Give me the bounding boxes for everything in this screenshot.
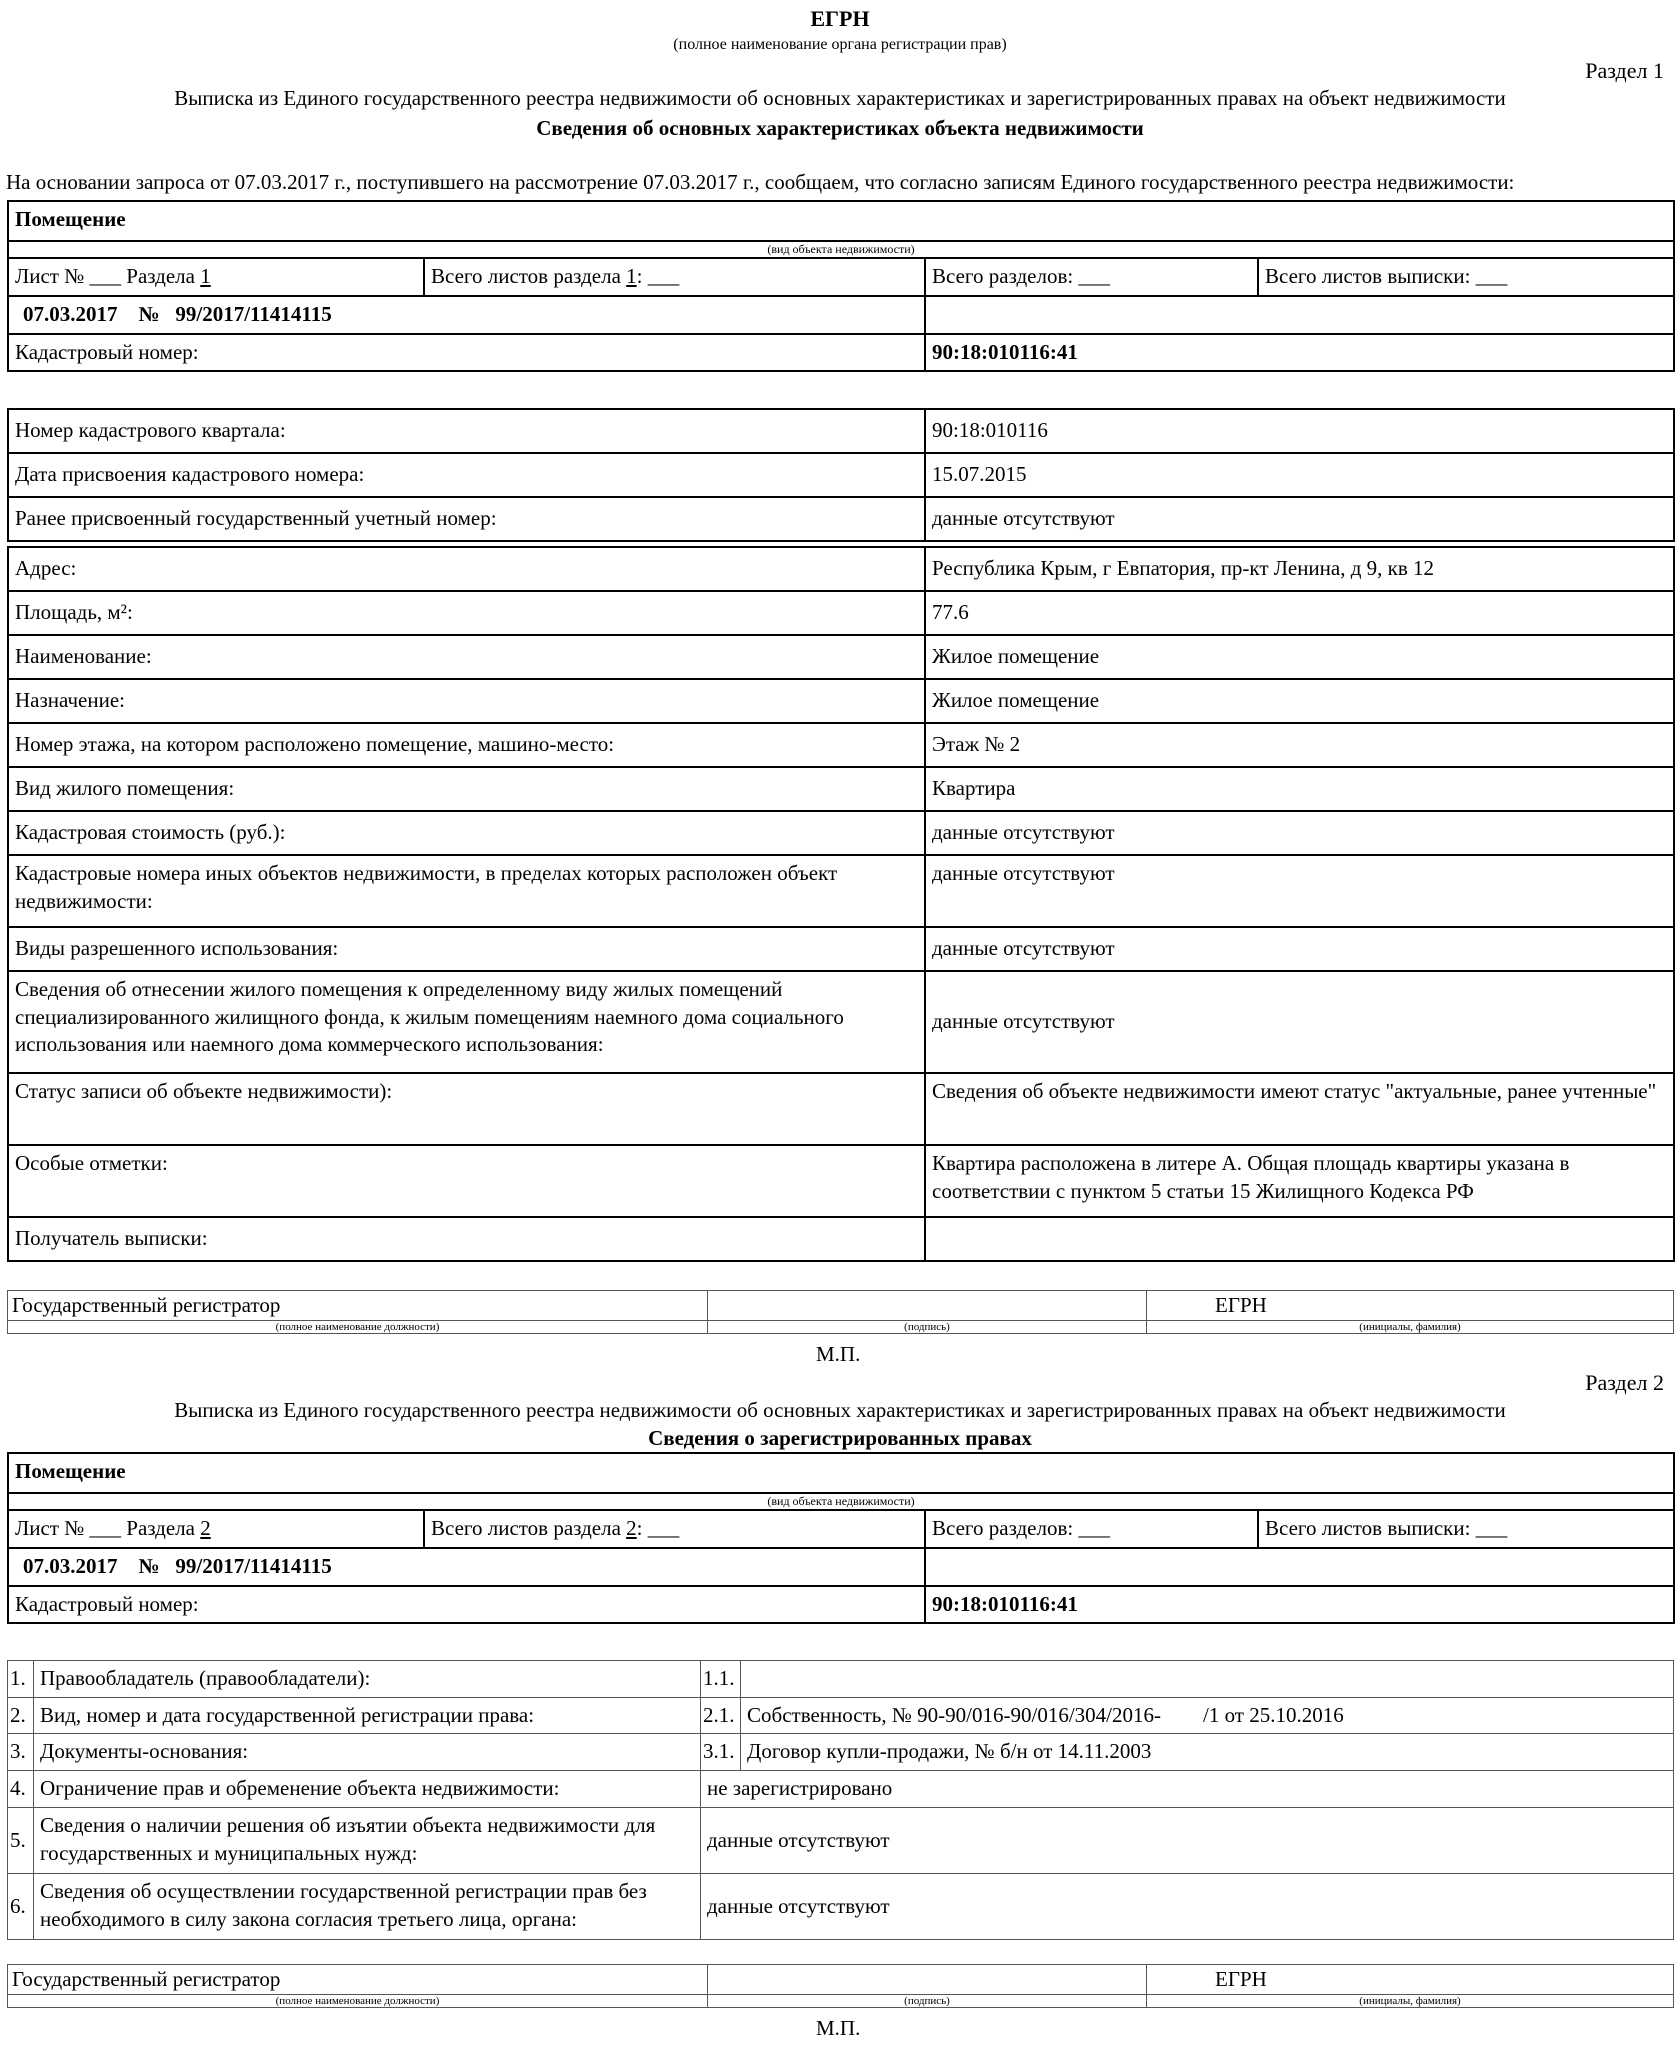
right-label: Вид, номер и дата государственной регистрации права: bbox=[34, 1697, 701, 1734]
total-section-sheets: Всего листов раздела 2: ___ bbox=[424, 1510, 925, 1548]
field-label: Номер кадастрового квартала: bbox=[8, 409, 925, 453]
row-number: 2. bbox=[8, 1697, 34, 1734]
field-label: Кадастровая стоимость (руб.): bbox=[8, 811, 925, 855]
total-extract-sheets: Всего листов выписки: ___ bbox=[1258, 1510, 1674, 1548]
field-value: Квартира расположена в литере А. Общая площадь квартиры указана в соответствии с пунктом 5 статьи 15 Жилищного Кодекса РФ bbox=[925, 1145, 1674, 1217]
right-value: Договор купли-продажи, № б/н от 14.11.2003 bbox=[741, 1734, 1674, 1771]
field-label: Ранее присвоенный государственный учетный номер: bbox=[8, 497, 925, 541]
section2-subtitle: Сведения о зарегистрированных правах bbox=[648, 1426, 1032, 1450]
field-value: данные отсутствуют bbox=[925, 855, 1674, 927]
right-label: Документы-основания: bbox=[34, 1734, 701, 1771]
right-label: Сведения о наличии решения об изъятии объекта недвижимости для государственных и муниципальных нужд: bbox=[34, 1807, 701, 1873]
caption-name: (инициалы, фамилия) bbox=[1147, 1321, 1674, 1334]
cadastral-block bbox=[7, 408, 1675, 542]
registrar-position: Государственный регистратор bbox=[8, 1291, 708, 1321]
cadastral-number-value: 90:18:010116:41 bbox=[925, 334, 1674, 372]
row-number: 6. bbox=[8, 1873, 34, 1939]
field-label: Виды разрешенного использования: bbox=[8, 927, 925, 971]
caption-position: (полное наименование должности) bbox=[8, 1321, 708, 1334]
field-value: 90:18:010116 bbox=[925, 409, 1674, 453]
intro-text: На основании запроса от 07.03.2017 г., поступившего на рассмотрение 07.03.2017 г., сообщаем, что согласно записям Единого государственного реестра недвижимости: bbox=[6, 170, 1515, 194]
field-label: Сведения об отнесении жилого помещения к определенному виду жилых помещений специализированного жилищного фонда, к жилым помещениям наемного дома социального использования или наемного дома коммерческого использования: bbox=[8, 971, 925, 1073]
signature-block-1 bbox=[7, 1290, 1674, 1334]
characteristics-block bbox=[7, 546, 1675, 1262]
registrar-position: Государственный регистратор bbox=[8, 1965, 708, 1995]
caption-name: (инициалы, фамилия) bbox=[1147, 1995, 1674, 2008]
signature-block-2 bbox=[7, 1964, 1674, 2008]
field-label: Вид жилого помещения: bbox=[8, 767, 925, 811]
section2-label: Раздел 2 bbox=[1585, 1370, 1664, 1395]
registrar-name: ЕГРН bbox=[1147, 1291, 1674, 1321]
field-label: Площадь, м²: bbox=[8, 591, 925, 635]
registrar-name: ЕГРН bbox=[1147, 1965, 1674, 1995]
field-value: 15.07.2015 bbox=[925, 453, 1674, 497]
section1-title: Выписка из Единого государственного реестра недвижимости об основных характеристиках и зарегистрированных правах на объект недвижимости bbox=[174, 86, 1506, 110]
caption-position: (полное наименование должности) bbox=[8, 1995, 708, 2008]
object-type: Помещение bbox=[8, 1453, 1674, 1493]
section2-header-table bbox=[7, 1452, 1675, 1624]
row-number: 3. bbox=[8, 1734, 34, 1771]
rights-table bbox=[7, 1660, 1674, 1940]
field-value: Сведения об объекте недвижимости имеют статус "актуальные, ранее учтенные" bbox=[925, 1073, 1674, 1145]
right-label: Ограничение прав и обременение объекта недвижимости: bbox=[34, 1771, 701, 1808]
row-number: 5. bbox=[8, 1807, 34, 1873]
right-value: данные отсутствуют bbox=[701, 1873, 1674, 1939]
field-label: Особые отметки: bbox=[8, 1145, 925, 1217]
field-label: Номер этажа, на котором расположено помещение, машино-место: bbox=[8, 723, 925, 767]
right-value bbox=[741, 1661, 1674, 1698]
field-label: Статус записи об объекте недвижимости): bbox=[8, 1073, 925, 1145]
sub-number: 2.1. bbox=[701, 1697, 741, 1734]
field-label: Дата присвоения кадастрового номера: bbox=[8, 453, 925, 497]
stamp-mark-1: М.П. bbox=[816, 1342, 861, 1366]
field-value: данные отсутствуют bbox=[925, 927, 1674, 971]
section2-title: Выписка из Единого государственного реестра недвижимости об основных характеристиках и зарегистрированных правах на объект недвижимости bbox=[174, 1398, 1506, 1422]
field-value: Этаж № 2 bbox=[925, 723, 1674, 767]
right-value: данные отсутствуют bbox=[701, 1807, 1674, 1873]
cadastral-number-label: Кадастровый номер: bbox=[8, 334, 925, 372]
stamp-mark-2: М.П. bbox=[816, 2016, 861, 2040]
field-value: 77.6 bbox=[925, 591, 1674, 635]
field-value: Жилое помещение bbox=[925, 635, 1674, 679]
field-value: Жилое помещение bbox=[925, 679, 1674, 723]
caption-signature: (подпись) bbox=[708, 1995, 1147, 2008]
total-section-sheets: Всего листов раздела 1: ___ bbox=[424, 258, 925, 296]
right-label: Правообладатель (правообладатели): bbox=[34, 1661, 701, 1698]
field-label: Адрес: bbox=[8, 547, 925, 591]
field-value: данные отсутствуют bbox=[925, 811, 1674, 855]
section1-header-table bbox=[7, 200, 1675, 372]
field-label: Кадастровые номера иных объектов недвижимости, в пределах которых расположен объект недвижимости: bbox=[8, 855, 925, 927]
section1-label: Раздел 1 bbox=[1585, 58, 1664, 83]
cadastral-number-label: Кадастровый номер: bbox=[8, 1586, 925, 1624]
field-value bbox=[925, 1217, 1674, 1261]
field-value: Квартира bbox=[925, 767, 1674, 811]
row-number: 1. bbox=[8, 1661, 34, 1698]
right-label: Сведения об осуществлении государственной регистрации прав без необходимого в силу закона согласия третьего лица, органа: bbox=[34, 1873, 701, 1939]
section1-subtitle: Сведения об основных характеристиках объекта недвижимости bbox=[536, 116, 1144, 140]
right-value: не зарегистрировано bbox=[701, 1771, 1674, 1808]
field-value: Республика Крым, г Евпатория, пр-кт Ленина, д 9, кв 12 bbox=[925, 547, 1674, 591]
total-extract-sheets: Всего листов выписки: ___ bbox=[1258, 258, 1674, 296]
signature-field bbox=[708, 1965, 1147, 1995]
cadastral-number-value: 90:18:010116:41 bbox=[925, 1586, 1674, 1624]
row-number: 4. bbox=[8, 1771, 34, 1808]
sheet-number: Лист № ___ Раздела 2 bbox=[8, 1510, 424, 1548]
sub-number: 3.1. bbox=[701, 1734, 741, 1771]
extract-date-number: 07.03.2017 № 99/2017/11414115 bbox=[8, 1548, 925, 1586]
caption-signature: (подпись) bbox=[708, 1321, 1147, 1334]
extract-date-number: 07.03.2017 № 99/2017/11414115 bbox=[8, 296, 925, 334]
object-type-caption: (вид объекта недвижимости) bbox=[8, 1493, 1674, 1510]
org-caption: (полное наименование органа регистрации прав) bbox=[673, 36, 1007, 53]
field-value: данные отсутствуют bbox=[925, 497, 1674, 541]
total-sections: Всего разделов: ___ bbox=[925, 1510, 1258, 1548]
sheet-number: Лист № ___ Раздела 1 bbox=[8, 258, 424, 296]
sub-number: 1.1. bbox=[701, 1661, 741, 1698]
field-label: Наименование: bbox=[8, 635, 925, 679]
field-label: Назначение: bbox=[8, 679, 925, 723]
field-value: данные отсутствуют bbox=[925, 971, 1674, 1073]
object-type-caption: (вид объекта недвижимости) bbox=[8, 241, 1674, 258]
signature-field bbox=[708, 1291, 1147, 1321]
right-value: Собственность, № 90-90/016-90/016/304/2016- /1 от 25.10.2016 bbox=[741, 1697, 1674, 1734]
org-name: ЕГРН bbox=[810, 6, 870, 31]
object-type: Помещение bbox=[8, 201, 1674, 241]
field-label: Получатель выписки: bbox=[8, 1217, 925, 1261]
total-sections: Всего разделов: ___ bbox=[925, 258, 1258, 296]
